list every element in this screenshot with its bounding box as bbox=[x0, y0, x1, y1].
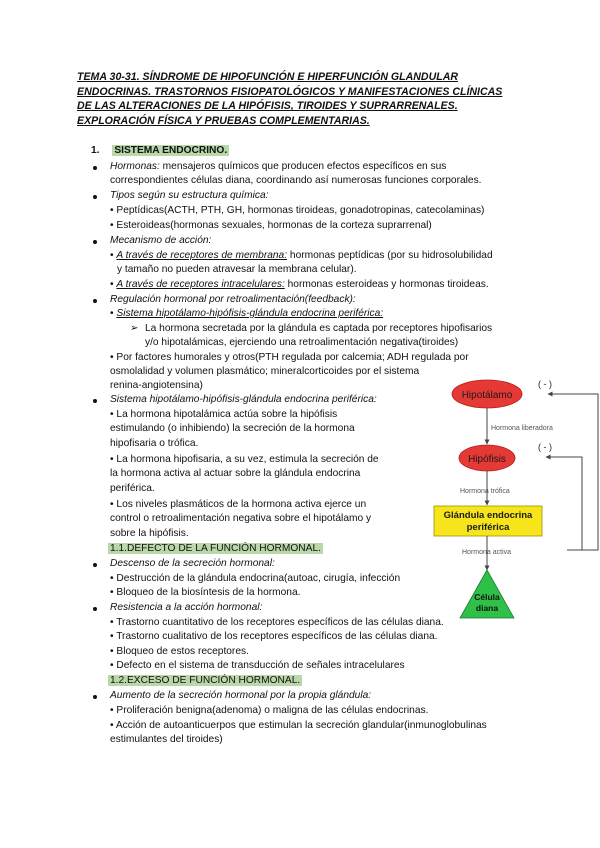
arrow-bullet-icon: ➢ bbox=[130, 323, 139, 334]
feedback-loop-inner bbox=[546, 457, 582, 550]
document-title bbox=[77, 70, 537, 128]
tipos-item-2: • Esteroideas(hormonas sexuales, hormonas de la corteza suprarrenal) bbox=[110, 220, 432, 231]
descenso-heading: Descenso de la secreción hormonal: bbox=[110, 558, 275, 569]
regulacion-factores-line-2: osmolalidad y volumen plasmático; mineralcorticoides por el sistema bbox=[110, 366, 420, 377]
regulacion-sistema-line: • Sistema hipotálamo-hipófisis-glándula endocrina periférica: bbox=[110, 308, 384, 319]
celula-label-2: diana bbox=[475, 603, 499, 613]
mecanismo-a-line-1: • A través de receptores de membrana: hormonas peptídicas (por su hidrosolubilidad bbox=[110, 250, 493, 261]
section-1-2-title: 1.2.EXCESO DE FUNCIÓN HORMONAL. bbox=[110, 675, 301, 686]
sistema-p3-line-1: • Los niveles plasmáticos de la hormona activa ejerce un bbox=[110, 499, 367, 510]
tipos-heading: Tipos según su estructura química: bbox=[110, 190, 269, 201]
mecanismo-b-text: hormonas esteroideas y hormonas tiroideas. bbox=[287, 279, 489, 290]
aumento-item-2-line-1: • Acción de autoanticuerpos que estimulan la secreción glandular(inmunoglobulinas bbox=[110, 720, 487, 731]
bullet-dot bbox=[93, 240, 97, 244]
sistema-p3-line-2: control o retroalimentación negativa sobre el hipotálamo y bbox=[110, 513, 372, 524]
sistema-p1-line-3: hipofisaria o trófica. bbox=[110, 438, 199, 449]
regulacion-factores-line-1: • Por factores humorales y otros(PTH regulada por calcemia; ADH regulada por bbox=[110, 352, 469, 363]
sistema-p1-line-1: • La hormona hipotalámica actúa sobre la hipófisis bbox=[110, 409, 338, 420]
mecanismo-a-text: hormonas peptídicas (por su hidrosolubilidad bbox=[289, 250, 493, 261]
celula-label-1: Célula bbox=[474, 592, 500, 602]
mecanismo-b-label: A través de receptores intracelulares: bbox=[116, 279, 285, 290]
bullet-dot bbox=[93, 607, 97, 611]
bullet-dot bbox=[93, 299, 97, 303]
section-1-1-title: 1.1.DEFECTO DE LA FUNCIÓN HORMONAL. bbox=[110, 543, 321, 554]
resistencia-item-4: • Defecto en el sistema de transducción de señales intracelulares bbox=[110, 660, 405, 671]
bullet-dot bbox=[93, 166, 97, 170]
aumento-item-1: • Proliferación benigna(adenoma) o maligna de las células endocrinas. bbox=[110, 705, 429, 716]
mecanismo-a-label: A través de receptores de membrana: bbox=[116, 250, 288, 261]
regulacion-heading: Regulación hormonal por retroalimentación(feedback): bbox=[110, 294, 356, 305]
section-1-1-heading bbox=[108, 542, 323, 556]
hormona-liberadora-label: Hormona liberadora bbox=[491, 425, 553, 432]
section-1-number: 1. bbox=[91, 145, 100, 156]
sistema-heading: Sistema hipotálamo-hipófisis-glándula endocrina periférica: bbox=[110, 394, 377, 405]
section-1-title: SISTEMA ENDOCRINO. bbox=[114, 145, 228, 156]
resistencia-heading: Resistencia a la acción hormonal: bbox=[110, 602, 263, 613]
descenso-item-2: • Bloqueo de la biosíntesis de la hormona. bbox=[110, 587, 301, 598]
mecanismo-a-line-2: y tamaño no pueden atravesar la membrana celular). bbox=[117, 264, 357, 275]
mecanismo-heading: Mecanismo de acción: bbox=[110, 235, 212, 246]
descenso-item-1: • Destrucción de la glándula endocrina(autoac, cirugía, infección bbox=[110, 573, 401, 584]
aumento-item-2-line-2: estimulantes del tiroides) bbox=[110, 734, 223, 745]
resistencia-item-2: • Trastorno cualitativo de los receptores específicos de las células diana. bbox=[110, 631, 438, 642]
mecanismo-b-line: • A través de receptores intracelulares: hormonas esteroideas y hormonas tiroideas. bbox=[110, 279, 489, 290]
bullet-dot bbox=[93, 563, 97, 567]
regulacion-arrow-line-1: La hormona secretada por la glándula es captada por receptores hipofisarios bbox=[145, 323, 493, 334]
glandula-label-2: periférica bbox=[466, 522, 510, 533]
resistencia-item-3: • Bloqueo de estos receptores. bbox=[110, 646, 249, 657]
regulacion-sistema-label: Sistema hipotálamo-hipófisis-glándula endocrina periférica: bbox=[116, 308, 384, 319]
bullet-dot bbox=[93, 399, 97, 403]
hormona-trofica-label: Hormona trófica bbox=[460, 488, 510, 495]
section-1-heading bbox=[91, 144, 229, 158]
hormonas-line-2: correspondientes células diana, coordinando así numerosas funciones corporales. bbox=[110, 175, 482, 186]
sistema-p2-line-3: periférica. bbox=[110, 483, 155, 494]
regulacion-arrow-line-2: y/o hipotalámicas, ejerciendo una retroalimentación negativa(tiroides) bbox=[145, 337, 459, 348]
bullet-dot bbox=[93, 695, 97, 699]
aumento-heading: Aumento de la secreción hormonal por la propia glándula: bbox=[110, 690, 372, 701]
hormonas-text: mensajeros químicos que producen efectos específicos en sus bbox=[162, 161, 447, 172]
bullet-dot bbox=[93, 195, 97, 199]
section-1-2-heading bbox=[108, 674, 302, 688]
hormona-activa-label: Hormona activa bbox=[462, 549, 512, 556]
feedback-diagram bbox=[420, 372, 600, 630]
sistema-p2-line-2: la hormona activa al actuar sobre la glándula endocrina bbox=[110, 468, 361, 479]
feedback-top-label: ( - ) bbox=[538, 379, 552, 389]
hipofisis-label: Hipófisis bbox=[468, 454, 506, 465]
hormonas-label: Hormonas: bbox=[110, 161, 160, 172]
feedback-mid-label: ( - ) bbox=[538, 442, 552, 452]
tipos-item-1: • Peptídicas(ACTH, PTH, GH, hormonas tiroideas, gonadotropinas, catecolaminas) bbox=[110, 205, 485, 216]
sistema-p3-line-3: sobre la hipófisis. bbox=[110, 528, 189, 539]
sistema-p2-line-1: • La hormona hipofisaria, a su vez, estimula la secreción de bbox=[110, 454, 379, 465]
regulacion-factores-line-3: renina-angiotensina) bbox=[110, 380, 203, 391]
sistema-p1-line-2: estimulando (o inhibiendo) la secreción de la hormona bbox=[110, 423, 355, 434]
title-line-2: ENDOCRINAS. TRASTORNOS FISIOPATOLÓGICOS Y MANIFESTACIONES CLÍNICAS bbox=[77, 85, 503, 98]
hormonas-line-1 bbox=[110, 160, 446, 174]
resistencia-item-1: • Trastorno cuantitativo de los receptores específicos de las células diana. bbox=[110, 617, 444, 628]
glandula-label-1: Glándula endocrina bbox=[443, 510, 533, 521]
feedback-loop-outer bbox=[548, 394, 598, 550]
title-line-4: EXPLORACIÓN FÍSICA Y PRUEBAS COMPLEMENTARIAS. bbox=[77, 114, 370, 127]
title-line-3: DE LAS ALTERACIONES DE LA HIPÓFISIS, TIROIDES Y SUPRARRENALES. bbox=[77, 100, 458, 113]
title-line-1: TEMA 30-31. SÍNDROME DE HIPOFUNCIÓN E HIPERFUNCIÓN GLANDULAR bbox=[77, 71, 459, 83]
hipotalamo-label: Hipotálamo bbox=[461, 390, 513, 401]
